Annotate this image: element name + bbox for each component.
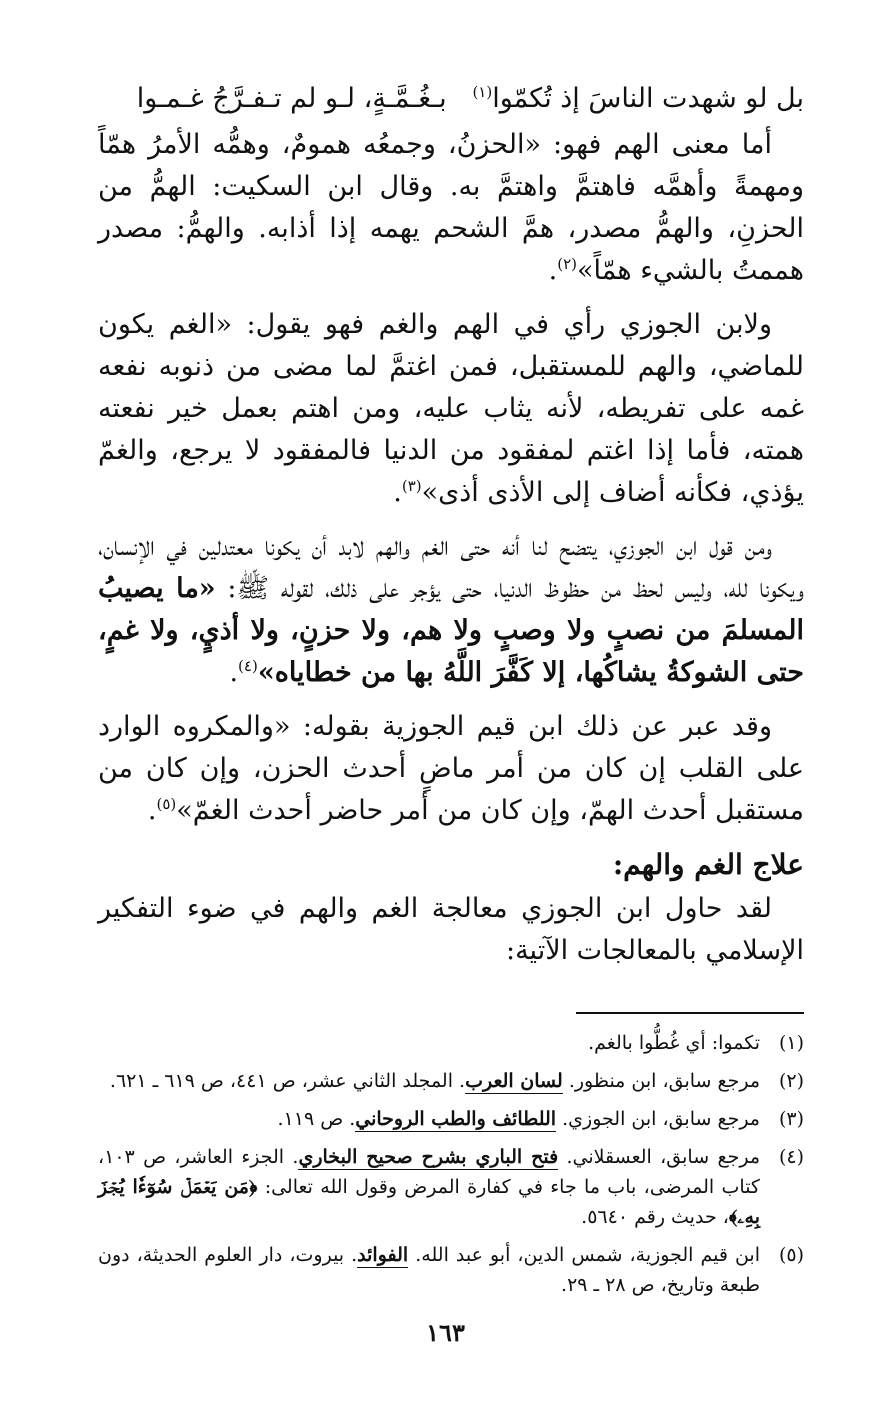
paragraph-1-text: أما معنى الهم فهو: «الحزنُ، وجمعُه همومٌ، وهمُّه الأمرُ همّاً ومهمةً وأهمَّه فاهتمَّ واهتمَّ به. وقال ابن السكيت: الهمُّ من الحزنِ، والهمُّ مصدر، همَّ الشحم يهمه إذا أذابه. والهمُّ: مصدر هممتُ بالشيء همّاً» bbox=[98, 129, 804, 286]
footnote-item bbox=[98, 1028, 804, 1058]
footnote-author: مرجع سابق، العسقلاني. bbox=[566, 1146, 760, 1168]
book-title: لسان العرب bbox=[465, 1070, 563, 1092]
footnote-number: (٥) bbox=[778, 1244, 804, 1266]
footnote-item bbox=[98, 1066, 804, 1096]
footnote-item bbox=[98, 1142, 804, 1232]
paragraph-4: وقد عبر عن ذلك ابن قيم الجوزية بقوله: «والمكروه الوارد على القلب إن كان من أمر ماضٍ أحدث الحزن، وإن كان من مستقبل أحدث الهمّ، وإن كان من أمر حاضر أحدث الغمّ»$^{(٥)}$. bbox=[98, 711, 804, 826]
page-content bbox=[98, 78, 804, 1308]
paragraph-1: أما معنى الهم فهو: «الحزنُ، وجمعُه همومٌ، وهمُّه الأمرُ همّاً ومهمةً وأهمَّه فاهتمَّ واهتمَّ به. وقال ابن السكيت: الهمُّ من الحزنِ، والهمُّ مصدر، همَّ الشحم يهمه إذا أذابه. والهمُّ: مصدر هممتُ بالشيء همّاً»$^{(٢)}$. bbox=[98, 129, 804, 286]
footnote-ref: (٢) bbox=[557, 255, 578, 273]
main-text bbox=[98, 78, 804, 972]
quran-verse: ﴿مَن يَعۡمَلۡ سُوٓءٗا يُجۡزَ بِهِۦ﴾ bbox=[98, 1176, 760, 1228]
footnote-details: . بيروت، دار العلوم الحديثة، دون طبعة وتاريخ، ص ٢٨ ـ ٢٩. bbox=[98, 1244, 760, 1296]
footnote-item bbox=[98, 1104, 804, 1134]
footnote-text bbox=[98, 1104, 760, 1134]
footnote-number: (٤) bbox=[778, 1146, 804, 1168]
footnote-details: . الجزء العاشر، ص ١٠٣، كتاب المرضى، باب ما جاء في كفارة المرض وقول الله تعالى: bbox=[98, 1146, 760, 1198]
footnote-text bbox=[98, 1240, 760, 1300]
footnote-divider bbox=[576, 1012, 804, 1014]
paragraph-3: ومن قول ابن الجوزي، يتضح لنا أنه حتى الغم والهم لابد أن يكونا معتدلين في الإنسان، ويكونا لله، وليس لحظ من حظوظ الدنيا، حتى يؤجر على ذلك، لقوله ﷺ: «ما يصيبُ المسلمَ من نصبٍ ولا وصبٍ ولا هم، ولا حزنٍ، ولا أذيٍ، ولا غمٍ، حتى الشوكةُ يشاكُها، إلا كَفَّرَ اللَّهُ بها من خطاياه»$^{(٤)}$. bbox=[98, 531, 804, 688]
footnote-author: مرجع سابق، ابن منظور. bbox=[568, 1070, 760, 1092]
footnote-item bbox=[98, 1240, 804, 1300]
footnote-number: (١) bbox=[778, 1032, 804, 1054]
footnote-details: . ص ١١٩. bbox=[277, 1108, 356, 1130]
book-title: اللطائف والطب الروحاني bbox=[355, 1108, 557, 1130]
footnote-text: تكموا: أي غُطُّوا بالغم. bbox=[588, 1032, 760, 1054]
section-heading: علاج الغم والهم: bbox=[612, 848, 804, 881]
footnote-text bbox=[98, 1066, 760, 1096]
book-title: فتح الباري بشرح صحيح البخاري bbox=[298, 1146, 559, 1168]
footnote-text bbox=[98, 1142, 760, 1232]
footnote-ref: (٥) bbox=[156, 795, 177, 813]
footnote-details: . المجلد الثاني عشر، ص ٤٤١، ص ٦١٩ ـ ٦٢١. bbox=[109, 1070, 466, 1092]
footnote-author: ابن قيم الجوزية، شمس الدين، أبو عبد الله. bbox=[415, 1244, 760, 1266]
paragraph-2-text: ولابن الجوزي رأي في الهم والغم فهو يقول: «الغم يكون للماضي، والهم للمستقبل، فمن اغتمَّ لما مضى من ذنوبه نفعه غمه على تفريطه، لأنه يثاب عليه، ومن اهتم بعمل خير نفعته همته، فأما إذا اغتم لمفقود من الدنيا فالمفقود لا يرجع، والغمّ يؤذي، فكأنه أضاف إلى الأذى أذى» bbox=[98, 309, 804, 508]
footnotes bbox=[98, 1028, 804, 1300]
footnote-author: مرجع سابق، ابن الجوزي. bbox=[562, 1108, 760, 1130]
paragraph-4-text: وقد عبر عن ذلك ابن قيم الجوزية بقوله: «والمكروه الوارد على القلب إن كان من أمر ماضٍ أحدث الحزن، وإن كان من مستقبل أحدث الهمّ، وإن كان من أمر حاضر أحدث الغمّ» bbox=[98, 711, 804, 826]
hadith-quote: «ما يصيبُ المسلمَ من نصبٍ ولا وصبٍ ولا هم، ولا حزنٍ، ولا أذيٍ، ولا غمٍ، حتى الشوكةُ يشاكُها، إلا كَفَّرَ اللَّهُ بها من خطاياه» bbox=[98, 573, 804, 688]
footnote-ref: (١) bbox=[472, 83, 493, 101]
poem-first-hemistich: بل لو شهدت الناسَ إذ تُكمّوا bbox=[492, 83, 804, 114]
paragraph-5: لقد حاول ابن الجوزي معالجة الغم والهم في ضوء التفكير الإسلامي بالمعالجات الآتية: bbox=[98, 893, 804, 966]
footnote-number: (٢) bbox=[778, 1070, 804, 1092]
footnote-ref: (٤) bbox=[238, 657, 258, 675]
paragraph-2: ولابن الجوزي رأي في الهم والغم فهو يقول: «الغم يكون للماضي، والهم للمستقبل، فمن اغتمَّ لما مضى من ذنوبه نفعه غمه على تفريطه، لأنه يثاب عليه، ومن اهتم بعمل خير نفعته همته، فأما إذا اغتم لمفقود من الدنيا فالمفقود لا يرجع، والغمّ يؤذي، فكأنه أضاف إلى الأذى أذى»$^{(٣)}$. bbox=[98, 309, 804, 508]
footnote-details-end: ، حديث رقم ٥٦٤٠. bbox=[581, 1206, 729, 1228]
paragraph-3-text: ومن قول ابن الجوزي، يتضح لنا أنه حتى الغم والهم لابد أن يكونا معتدلين في الإنسان، ويكونا لله، وليس لحظ من حظوظ الدنيا، حتى يؤجر على ذلك، لقوله ﷺ: bbox=[98, 531, 804, 604]
poem-line bbox=[98, 78, 804, 120]
footnote-ref: (٣) bbox=[401, 477, 422, 495]
poem-second-hemistich: بـغُـمَّـةٍ، لـو لم تـفـرَّجُ غـمـوا bbox=[136, 83, 447, 114]
book-title: الفوائد bbox=[357, 1244, 409, 1266]
page-number: ١٦٣ bbox=[426, 1318, 465, 1347]
footnote-number: (٣) bbox=[778, 1108, 804, 1130]
